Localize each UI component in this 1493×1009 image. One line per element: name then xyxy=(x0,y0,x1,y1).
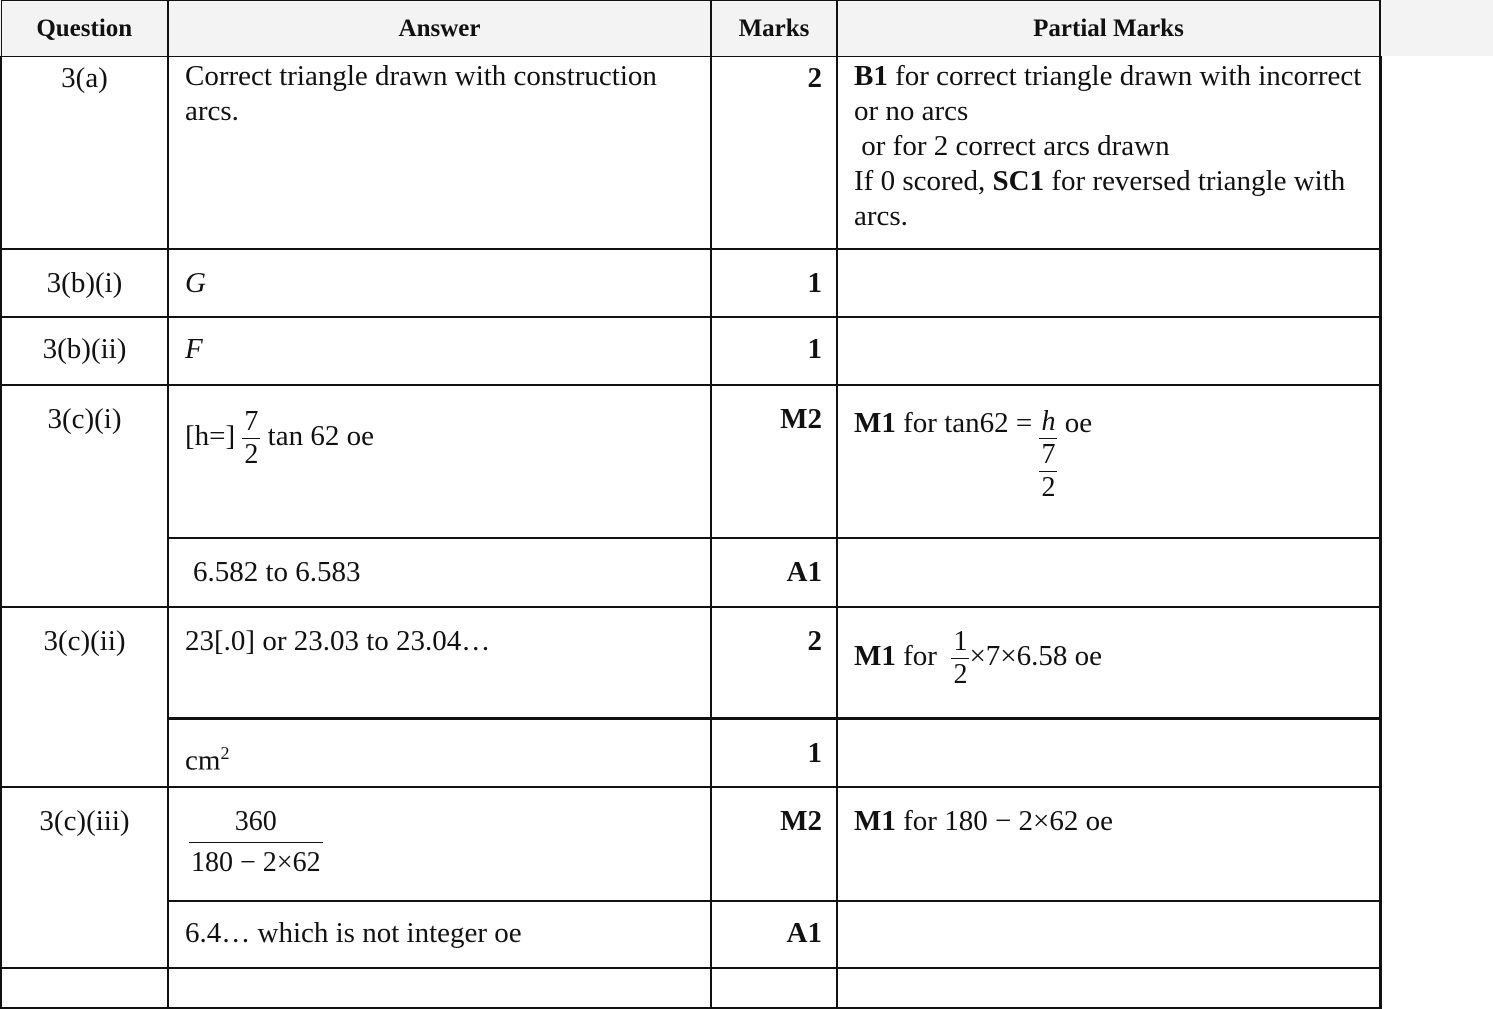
partial-text: oe xyxy=(1057,406,1093,439)
marks-cell: A1 xyxy=(711,901,837,968)
fraction xyxy=(1039,406,1057,504)
marks-cell: 1 xyxy=(711,719,837,787)
answer-cell xyxy=(168,968,711,1008)
question-cell: 3(c)(ii) xyxy=(1,607,168,787)
mark-code: M1 xyxy=(854,639,896,672)
unit-superscript: 2 xyxy=(220,743,230,763)
table-row xyxy=(1,317,1380,385)
partial-text: oe xyxy=(1067,639,1103,672)
question-cell: 3(a) xyxy=(1,57,168,249)
answer-prefix: [h=] xyxy=(185,419,236,452)
partial-text: for xyxy=(895,639,945,672)
partial-expression: ×7×6.58 xyxy=(969,639,1068,672)
marks-cell: 1 xyxy=(711,249,837,317)
partial-marks-cell xyxy=(837,901,1380,968)
table-row xyxy=(1,607,1380,719)
header-question: Question xyxy=(1,1,168,57)
answer-cell: Correct triangle drawn with construction arcs. xyxy=(168,57,711,249)
fraction xyxy=(242,406,260,471)
table-row xyxy=(1,385,1380,538)
fraction-numerator: 1 xyxy=(953,625,968,657)
partial-text: for correct triangle drawn with incorrect or no arcs xyxy=(854,60,1362,127)
fraction xyxy=(951,626,969,691)
question-cell: 3(c)(i) xyxy=(1,385,168,607)
fraction-numerator: 360 xyxy=(189,804,323,843)
table-row xyxy=(1,719,1380,787)
partial-marks-cell xyxy=(837,317,1380,385)
table-row xyxy=(1,968,1380,1008)
fraction-denominator: 180 − 2×62 xyxy=(191,846,321,878)
question-cell: 3(b)(ii) xyxy=(1,317,168,385)
answer-cell: 6.582 to 6.583 xyxy=(168,538,711,607)
mark-code: M1 xyxy=(854,406,896,439)
partial-marks-cell xyxy=(837,57,1380,249)
partial-marks-cell xyxy=(837,787,1380,901)
partial-text: for reversed triangle with arcs. xyxy=(854,165,1346,232)
partial-text: for tan62 = xyxy=(895,406,1040,439)
nested-fraction xyxy=(1039,439,1057,504)
partial-text: If 0 scored, xyxy=(854,165,993,197)
marks-cell: 1 xyxy=(711,317,837,385)
fraction xyxy=(189,804,323,879)
fraction-denominator: 2 xyxy=(1041,471,1056,503)
marks-cell: M2 xyxy=(711,385,837,538)
question-cell xyxy=(1,968,168,1008)
fraction-denominator: 2 xyxy=(244,438,259,470)
fraction-denominator xyxy=(1039,439,1057,504)
header-answer: Answer xyxy=(168,1,711,57)
mark-code: B1 xyxy=(854,60,888,92)
marks-cell: M2 xyxy=(711,787,837,901)
header-partial-marks: Partial Marks xyxy=(837,1,1380,57)
table-row xyxy=(1,538,1380,607)
question-cell: 3(c)(iii) xyxy=(1,787,168,968)
fraction-numerator: 7 xyxy=(1041,438,1056,470)
answer-cell: 6.4… which is not integer oe xyxy=(168,901,711,968)
answer-cell: G xyxy=(168,249,711,317)
answer-cell: 23[.0] or 23.03 to 23.04… xyxy=(168,607,711,719)
table-row xyxy=(1,249,1380,317)
marks-cell xyxy=(711,968,837,1008)
marks-cell: A1 xyxy=(711,538,837,607)
partial-marks-cell xyxy=(837,249,1380,317)
partial-text: for 180 − 2×62 oe xyxy=(895,804,1114,837)
unit-base: cm xyxy=(185,744,221,777)
header-row xyxy=(1,1,1380,57)
answer-suffix: tan 62 oe xyxy=(267,419,374,452)
marks-cell: 2 xyxy=(711,607,837,719)
fraction-numerator: h xyxy=(1041,405,1056,437)
fraction-denominator: 2 xyxy=(953,658,968,690)
partial-marks-cell xyxy=(837,607,1380,719)
answer-cell xyxy=(168,385,711,538)
answer-cell xyxy=(168,719,711,787)
partial-marks-cell xyxy=(837,385,1380,538)
table-row xyxy=(1,787,1380,901)
fraction-numerator: 7 xyxy=(244,405,259,437)
partial-text: or for 2 correct arcs drawn xyxy=(854,130,1170,162)
mark-code: SC1 xyxy=(992,165,1045,197)
partial-marks-cell xyxy=(837,968,1380,1008)
marks-cell: 2 xyxy=(711,57,837,249)
partial-marks-cell xyxy=(837,538,1380,607)
table-row xyxy=(1,901,1380,968)
question-cell: 3(b)(i) xyxy=(1,249,168,317)
answer-cell xyxy=(168,787,711,901)
table-row xyxy=(1,57,1380,249)
partial-marks-cell xyxy=(837,719,1380,787)
header-marks: Marks xyxy=(711,1,837,57)
answer-cell: F xyxy=(168,317,711,385)
mark-code: M1 xyxy=(854,804,896,837)
